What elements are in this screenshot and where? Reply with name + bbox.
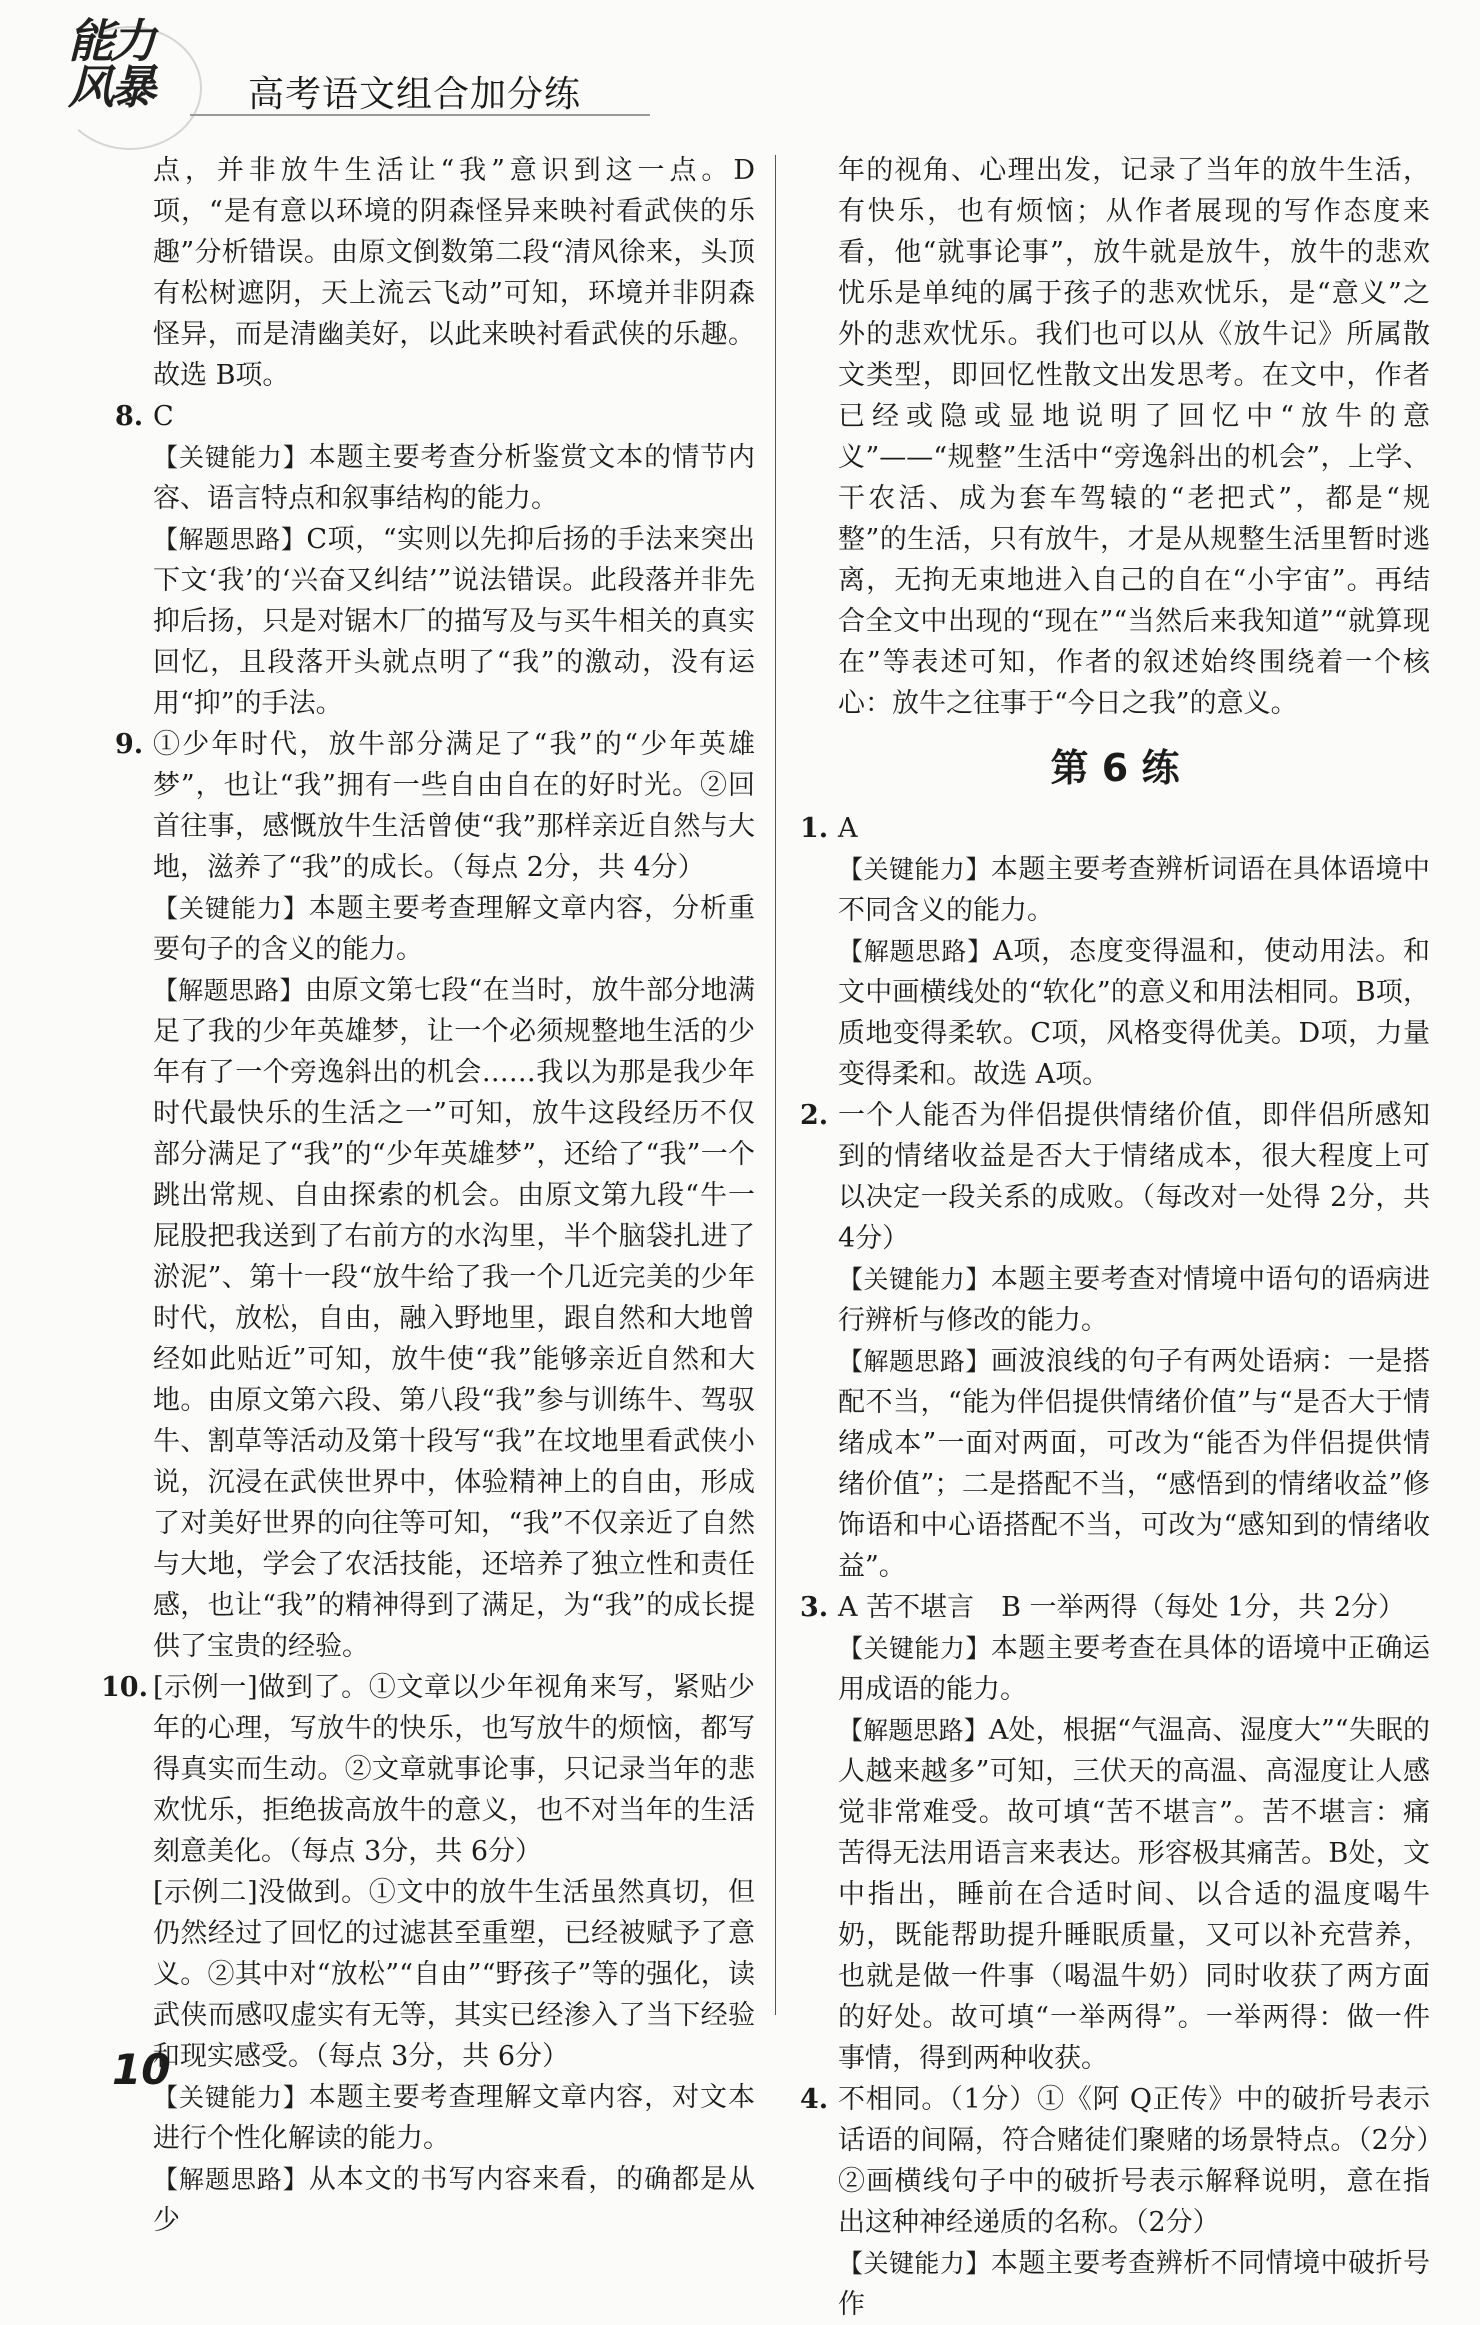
key-ability bbox=[838, 849, 1430, 931]
key-ability-text: 本题主要考查分析鉴赏文本的情节内容、语言特点和叙事结构的能力。 bbox=[153, 442, 755, 514]
key-ability-text: 本题主要考查理解文章内容，分析重要句子的含义的能力。 bbox=[153, 893, 755, 965]
key-ability-tag: 【关键能力】 bbox=[838, 2249, 991, 2278]
item-number: 9. bbox=[115, 729, 144, 760]
answer-item-1 bbox=[800, 808, 1430, 1095]
solution-idea bbox=[153, 2159, 755, 2241]
solution-idea-text: C项，“实则以先抑后扬的手法来突出下文‘我’的‘兴奋又纠结’”说法错误。此段落并非先抑后扬，只是对锯木厂的描写及与买牛相关的真实回忆，且段落开头就点明了“我”的激动，没有运用“抑”的手法。 bbox=[153, 524, 755, 719]
key-ability-text: 本题主要考查在具体的语境中正确运用成语的能力。 bbox=[838, 1633, 1430, 1705]
logo-text: 能力风暴 bbox=[68, 14, 152, 114]
answer-text: ①少年时代，放牛部分满足了“我”的“少年英雄梦”，也让“我”拥有一些自由自在的好时光。②回首往事，感慨放牛生活曾使“我”那样亲近自然与大地，滋养了“我”的成长。（每点 2分，共 4分） bbox=[153, 729, 755, 883]
key-ability-tag: 【关键能力】 bbox=[153, 2083, 309, 2112]
key-ability bbox=[153, 888, 755, 970]
key-ability bbox=[838, 2243, 1430, 2325]
page-header bbox=[0, 0, 1480, 150]
publisher-logo bbox=[68, 14, 198, 148]
key-ability-text: 本题主要考查对情境中语句的语病进行辨析与修改的能力。 bbox=[838, 1264, 1430, 1336]
solution-idea-tag: 【解题思路】 bbox=[153, 525, 307, 554]
key-ability-text: 本题主要考查辨析词语在具体语境中不同含义的能力。 bbox=[838, 854, 1430, 926]
solution-idea-text: 从本文的书写内容来看，的确都是从少 bbox=[153, 2164, 755, 2236]
solution-idea bbox=[838, 1341, 1430, 1587]
solution-idea-tag: 【解题思路】 bbox=[838, 1347, 991, 1376]
solution-idea-text: A项，态度变得温和，使动用法。和文中画横线处的“软化”的意义和用法相同。B项，质地变得柔软。C项，风格变得优美。D项，力量变得柔和。故选 A项。 bbox=[838, 936, 1430, 1090]
column-divider bbox=[775, 155, 776, 2015]
section-title: 第 6 练 bbox=[1050, 746, 1180, 790]
key-ability-tag: 【关键能力】 bbox=[153, 443, 309, 472]
right-column bbox=[800, 150, 1430, 2325]
solution-idea-tag: 【解题思路】 bbox=[153, 2165, 309, 2194]
solution-idea-tag: 【解题思路】 bbox=[153, 976, 305, 1005]
item-number: 3. bbox=[800, 1592, 829, 1623]
example-one: [示例一]做到了。①文章以少年视角来写，紧贴少年的心理，写放牛的快乐，也写放牛的烦恼，都写得真实而生动。②文章就事论事，只记录当年的悲欢忧乐，拒绝拔高放牛的意义，也不对当年的生活刻意美化。（每点 3分，共 6分） bbox=[153, 1672, 755, 1867]
key-ability bbox=[838, 1259, 1430, 1341]
key-ability-tag: 【关键能力】 bbox=[153, 894, 309, 923]
solution-idea-text: A处，根据“气温高、湿度大”“失眠的人越来越多”可知，三伏天的高温、高湿度让人感觉非常难受。故可填“苦不堪言”。苦不堪言：痛苦得无法用语言来表达。形容极其痛苦。B处，文中指出，睡前在合适时间、以合适的温度喝牛奶，既能帮助提升睡眠质量，又可以补充营养，也就是做一件事（喝温牛奶）同时收获了两方面的好处。故可填“一举两得”。一举两得：做一件事情，得到两种收获。 bbox=[838, 1715, 1430, 2074]
answer-choice: A bbox=[838, 813, 858, 844]
item-number: 10. bbox=[101, 1672, 148, 1703]
solution-idea-text: 由原文第七段“在当时，放牛部分地满足了我的少年英雄梦，让一个必须规整地生活的少年有了一个旁逸斜出的机会……我以为那是我少年时代最快乐的生活之一”可知，放牛这段经历不仅部分满足了“我”的“少年英雄梦”，还给了“我”一个跳出常规、自由探索的机会。由原文第九段“牛一屁股把我送到了右前方的水沟里，半个脑袋扎进了淤泥”、第十一段“放牛给了我一个几近完美的少年时代，放松，自由，融入野地里，跟自然和大地曾经如此贴近”可知，放牛使“我”能够亲近自然和大地。由原文第六段、第八段“我”参与训练牛、驾驭牛、割草等活动及第十段写“我”在坟地里看武侠小说，沉浸在武侠世界中，体验精神上的自由，形成了对美好世界的向往等可知，“我”不仅亲近了自然与大地，学会了农活技能，还培养了独立性和责任感，也让“我”的精神得到了满足，为“我”的成长提供了宝贵的经验。 bbox=[153, 975, 755, 1662]
solution-idea-text: 画波浪线的句子有两处语病：一是搭配不当，“能为伴侣提供情绪价值”与“是否大于情绪成本”一面对两面，可改为“能否为伴侣提供情绪价值”；二是搭配不当，“感悟到的情绪收益”修饰语和中心语搭配不当，可改为“感知到的情绪收益”。 bbox=[838, 1346, 1430, 1582]
answer-item-4 bbox=[800, 2079, 1430, 2325]
key-ability-tag: 【关键能力】 bbox=[838, 1265, 991, 1294]
example-two: [示例二]没做到。①文中的放牛生活虽然真切，但仍然经过了回忆的过滤甚至重塑，已经被赋予了意义。②其中对“放松”“自由”“野孩子”等的强化，读武侠而感叹虚实有无等，其实已经渗入了当下经验和现实感受。（每点 3分，共 6分） bbox=[153, 1877, 755, 2072]
key-ability bbox=[153, 437, 755, 519]
page-number: 10 bbox=[112, 2045, 171, 2094]
continued-text: 点，并非放牛生活让“我”意识到这一点。D项，“是有意以环境的阴森怪异来映衬看武侠的乐趣”分析错误。由原文倒数第二段“清风徐来，头顶有松树遮阴，天上流云飞动”可知，环境并非阴森怪异，而是清幽美好，以此来映衬看武侠的乐趣。故选 B项。 bbox=[153, 155, 755, 391]
book-title: 高考语文组合加分练 bbox=[248, 74, 582, 115]
continued-text: 年的视角、心理出发，记录了当年的放牛生活，有快乐，也有烦恼；从作者展现的写作态度来看，他“就事论事”，放牛就是放牛，放牛的悲欢忧乐是单纯的属于孩子的悲欢忧乐，是“意义”之外的悲欢忧乐。我们也可以从《放牛记》所属散文类型，即回忆性散文出发思考。在文中，作者已经或隐或显地说明了回忆中“放牛的意义”——“规整”生活中“旁逸斜出的机会”，上学、干农活、成为套车驾辕的“老把式”，都是“规整”的生活，只有放牛，才是从规整生活里暂时逃离，无拘无束地进入自己的自在“小宇宙”。再结合全文中出现的“现在”“当然后来我知道”“就算现在”等表述可知，作者的叙述始终围绕着一个核心：放牛之往事于“今日之我”的意义。 bbox=[838, 155, 1430, 719]
answer-item-9 bbox=[115, 724, 755, 1667]
answer-choice: C bbox=[153, 401, 174, 432]
key-ability-tag: 【关键能力】 bbox=[838, 855, 991, 884]
item-number: 4. bbox=[800, 2084, 829, 2115]
item-number: 1. bbox=[800, 813, 829, 844]
key-ability bbox=[153, 2077, 755, 2159]
answer-item-10 bbox=[101, 1667, 755, 2241]
left-column bbox=[101, 150, 755, 2241]
answer-item-3 bbox=[800, 1587, 1430, 2079]
solution-idea-tag: 【解题思路】 bbox=[838, 937, 993, 966]
answer-text: 一个人能否为伴侣提供情绪价值，即伴侣所感知到的情绪收益是否大于情绪成本，很大程度上可以决定一段关系的成败。（每改对一处得 2分，共 4分） bbox=[838, 1100, 1430, 1254]
solution-idea bbox=[153, 519, 755, 724]
solution-idea bbox=[153, 970, 755, 1667]
answer-item-2 bbox=[800, 1095, 1430, 1587]
answer-text: 不相同。（1分）①《阿 Q正传》中的破折号表示话语的间隔，符合赌徒们聚赌的场景特点。（2分）②画横线句子中的破折号表示解释说明，意在指出这种神经递质的名称。（2分） bbox=[838, 2084, 1430, 2238]
header-rule bbox=[190, 114, 650, 116]
answer-item-8 bbox=[115, 396, 755, 724]
solution-idea bbox=[838, 1710, 1430, 2079]
solution-idea-tag: 【解题思路】 bbox=[838, 1716, 989, 1745]
key-ability-text: 本题主要考查辨析不同情境中破折号作 bbox=[838, 2248, 1430, 2320]
key-ability-text: 本题主要考查理解文章内容，对文本进行个性化解读的能力。 bbox=[153, 2082, 755, 2154]
item-number: 2. bbox=[800, 1100, 829, 1131]
key-ability bbox=[838, 1628, 1430, 1710]
key-ability-tag: 【关键能力】 bbox=[838, 1634, 991, 1663]
solution-idea bbox=[838, 931, 1430, 1095]
item-number: 8. bbox=[115, 401, 144, 432]
answer-text: A 苦不堪言 B 一举两得（每处 1分，共 2分） bbox=[838, 1592, 1406, 1623]
